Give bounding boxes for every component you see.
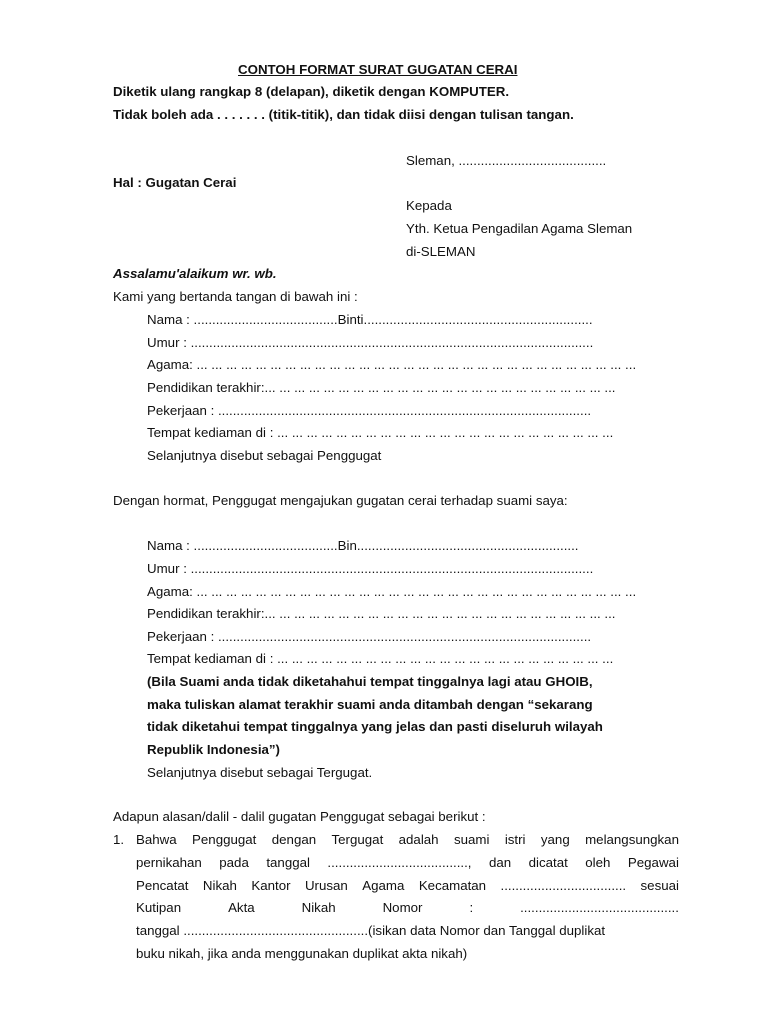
plaintiff-field: Agama: ... ... ... ... ... ... ... ... ... ... ... ... ... ... ... ... ... ... ... ... ... ... ... ... ... ... ... ... ... ... (147, 357, 637, 372)
reason-line: buku nikah, jika anda menggunakan duplikat akta nikah) (136, 946, 468, 961)
word: adalah (398, 832, 439, 847)
plaintiff-field: Nama : .......................................Binti.............................................................. (147, 312, 593, 327)
word: Kantor (251, 878, 291, 893)
word: istri (504, 832, 526, 847)
word: Nikah (301, 900, 336, 915)
plaintiff-field: Selanjutnya disebut sebagai Penggugat (147, 448, 382, 463)
greeting: Assalamu'alaikum wr. wb. (113, 266, 277, 281)
word: pada (219, 855, 249, 870)
word: Kecamatan (418, 878, 487, 893)
recipient-line: Kepada (406, 198, 452, 213)
instruction-line: Diketik ulang rangkap 8 (delapan), diketik dengan KOMPUTER. (113, 84, 510, 99)
word: Nikah (202, 878, 237, 893)
word: ......................................, (327, 855, 472, 870)
word: Urusan (304, 878, 348, 893)
statement-text: Dengan hormat, Penggugat mengajukan gugatan cerai terhadap suami saya: (113, 493, 568, 508)
note-line: maka tuliskan alamat terakhir suami anda ditambah dengan “sekarang (147, 697, 593, 712)
plaintiff-field: Pekerjaan : ..................................................................................................... (147, 403, 592, 418)
defendant-field: Pendidikan terakhir:... ... ... ... ... ... ... ... ... ... ... ... ... ... ... ... ... ... ... ... ... ... ... ... (147, 606, 616, 621)
word: .................................. (500, 878, 627, 893)
word: Akta (228, 900, 255, 915)
recipient-line: di-SLEMAN (406, 244, 476, 259)
word: yang (540, 832, 570, 847)
word: dengan (271, 832, 317, 847)
defendant-field: Pekerjaan : ..................................................................................................... (147, 629, 592, 644)
reason-line (136, 879, 679, 892)
word: Penggugat (192, 832, 257, 847)
reasons-intro: Adapun alasan/dalil - dalil gugatan Penggugat sebagai berikut : (113, 809, 486, 824)
note-line: tidak diketahui tempat tinggalnya yang jelas dan pasti diseluruh wilayah (147, 719, 603, 734)
plaintiff-field: Tempat kediaman di : ... ... ... ... ... ... ... ... ... ... ... ... ... ... ... ... ... ... ... ... ... ... ... (147, 425, 614, 440)
defendant-field: Agama: ... ... ... ... ... ... ... ... ... ... ... ... ... ... ... ... ... ... ... ... ... ... ... ... ... ... ... ... ... ... (147, 584, 637, 599)
instruction-line: Tidak boleh ada . . . . . . . (titik-titik), dan tidak diisi dengan tulisan tangan. (113, 107, 574, 122)
defendant-tail: Selanjutnya disebut sebagai Tergugat. (147, 765, 373, 780)
word: Pencatat (136, 878, 189, 893)
word: Pegawai (627, 855, 679, 870)
word: dicatat (528, 855, 568, 870)
reason-line: tanggal ..................................................(isikan data Nomor dan Tanggal duplikat (136, 923, 606, 938)
plaintiff-field: Pendidikan terakhir:... ... ... ... ... ... ... ... ... ... ... ... ... ... ... ... ... ... ... ... ... ... ... ... (147, 380, 616, 395)
defendant-field: Nama : .......................................Bin............................................................ (147, 538, 579, 553)
word: tanggal (266, 855, 310, 870)
defendant-field: Tempat kediaman di : ... ... ... ... ... ... ... ... ... ... ... ... ... ... ... ... ... ... ... ... ... ... ... (147, 651, 614, 666)
intro-text: Kami yang bertanda tangan di bawah ini : (113, 289, 358, 304)
word: pernikahan (136, 855, 202, 870)
defendant-field: Umur : ............................................................................................................. (147, 561, 594, 576)
recipient-line: Yth. Ketua Pengadilan Agama Sleman (406, 221, 633, 236)
word: Tergugat (331, 832, 384, 847)
word: oleh (585, 855, 611, 870)
subject-line: Hal : Gugatan Cerai (113, 175, 237, 190)
reason-line (136, 901, 679, 914)
word: Bahwa (136, 832, 177, 847)
word: melangsungkan (585, 832, 679, 847)
word: sesuai (640, 878, 679, 893)
reason-line (136, 856, 679, 869)
word: Nomor (382, 900, 423, 915)
word: : (469, 900, 474, 915)
word: suami (453, 832, 490, 847)
reason-line (136, 833, 679, 846)
plaintiff-field: Umur : ............................................................................................................. (147, 335, 594, 350)
word: dan (488, 855, 512, 870)
list-number: 1. (113, 832, 125, 847)
note-line: (Bila Suami anda tidak diketahahui tempat tinggalnya lagi atau GHOIB, (147, 674, 593, 689)
word: ........................................... (520, 900, 679, 915)
word: Agama (362, 878, 405, 893)
place-date: Sleman, ........................................ (406, 153, 607, 168)
document-title: CONTOH FORMAT SURAT GUGATAN CERAI (238, 62, 518, 77)
note-line: Republik Indonesia”) (147, 742, 280, 757)
word: Kutipan (136, 900, 182, 915)
